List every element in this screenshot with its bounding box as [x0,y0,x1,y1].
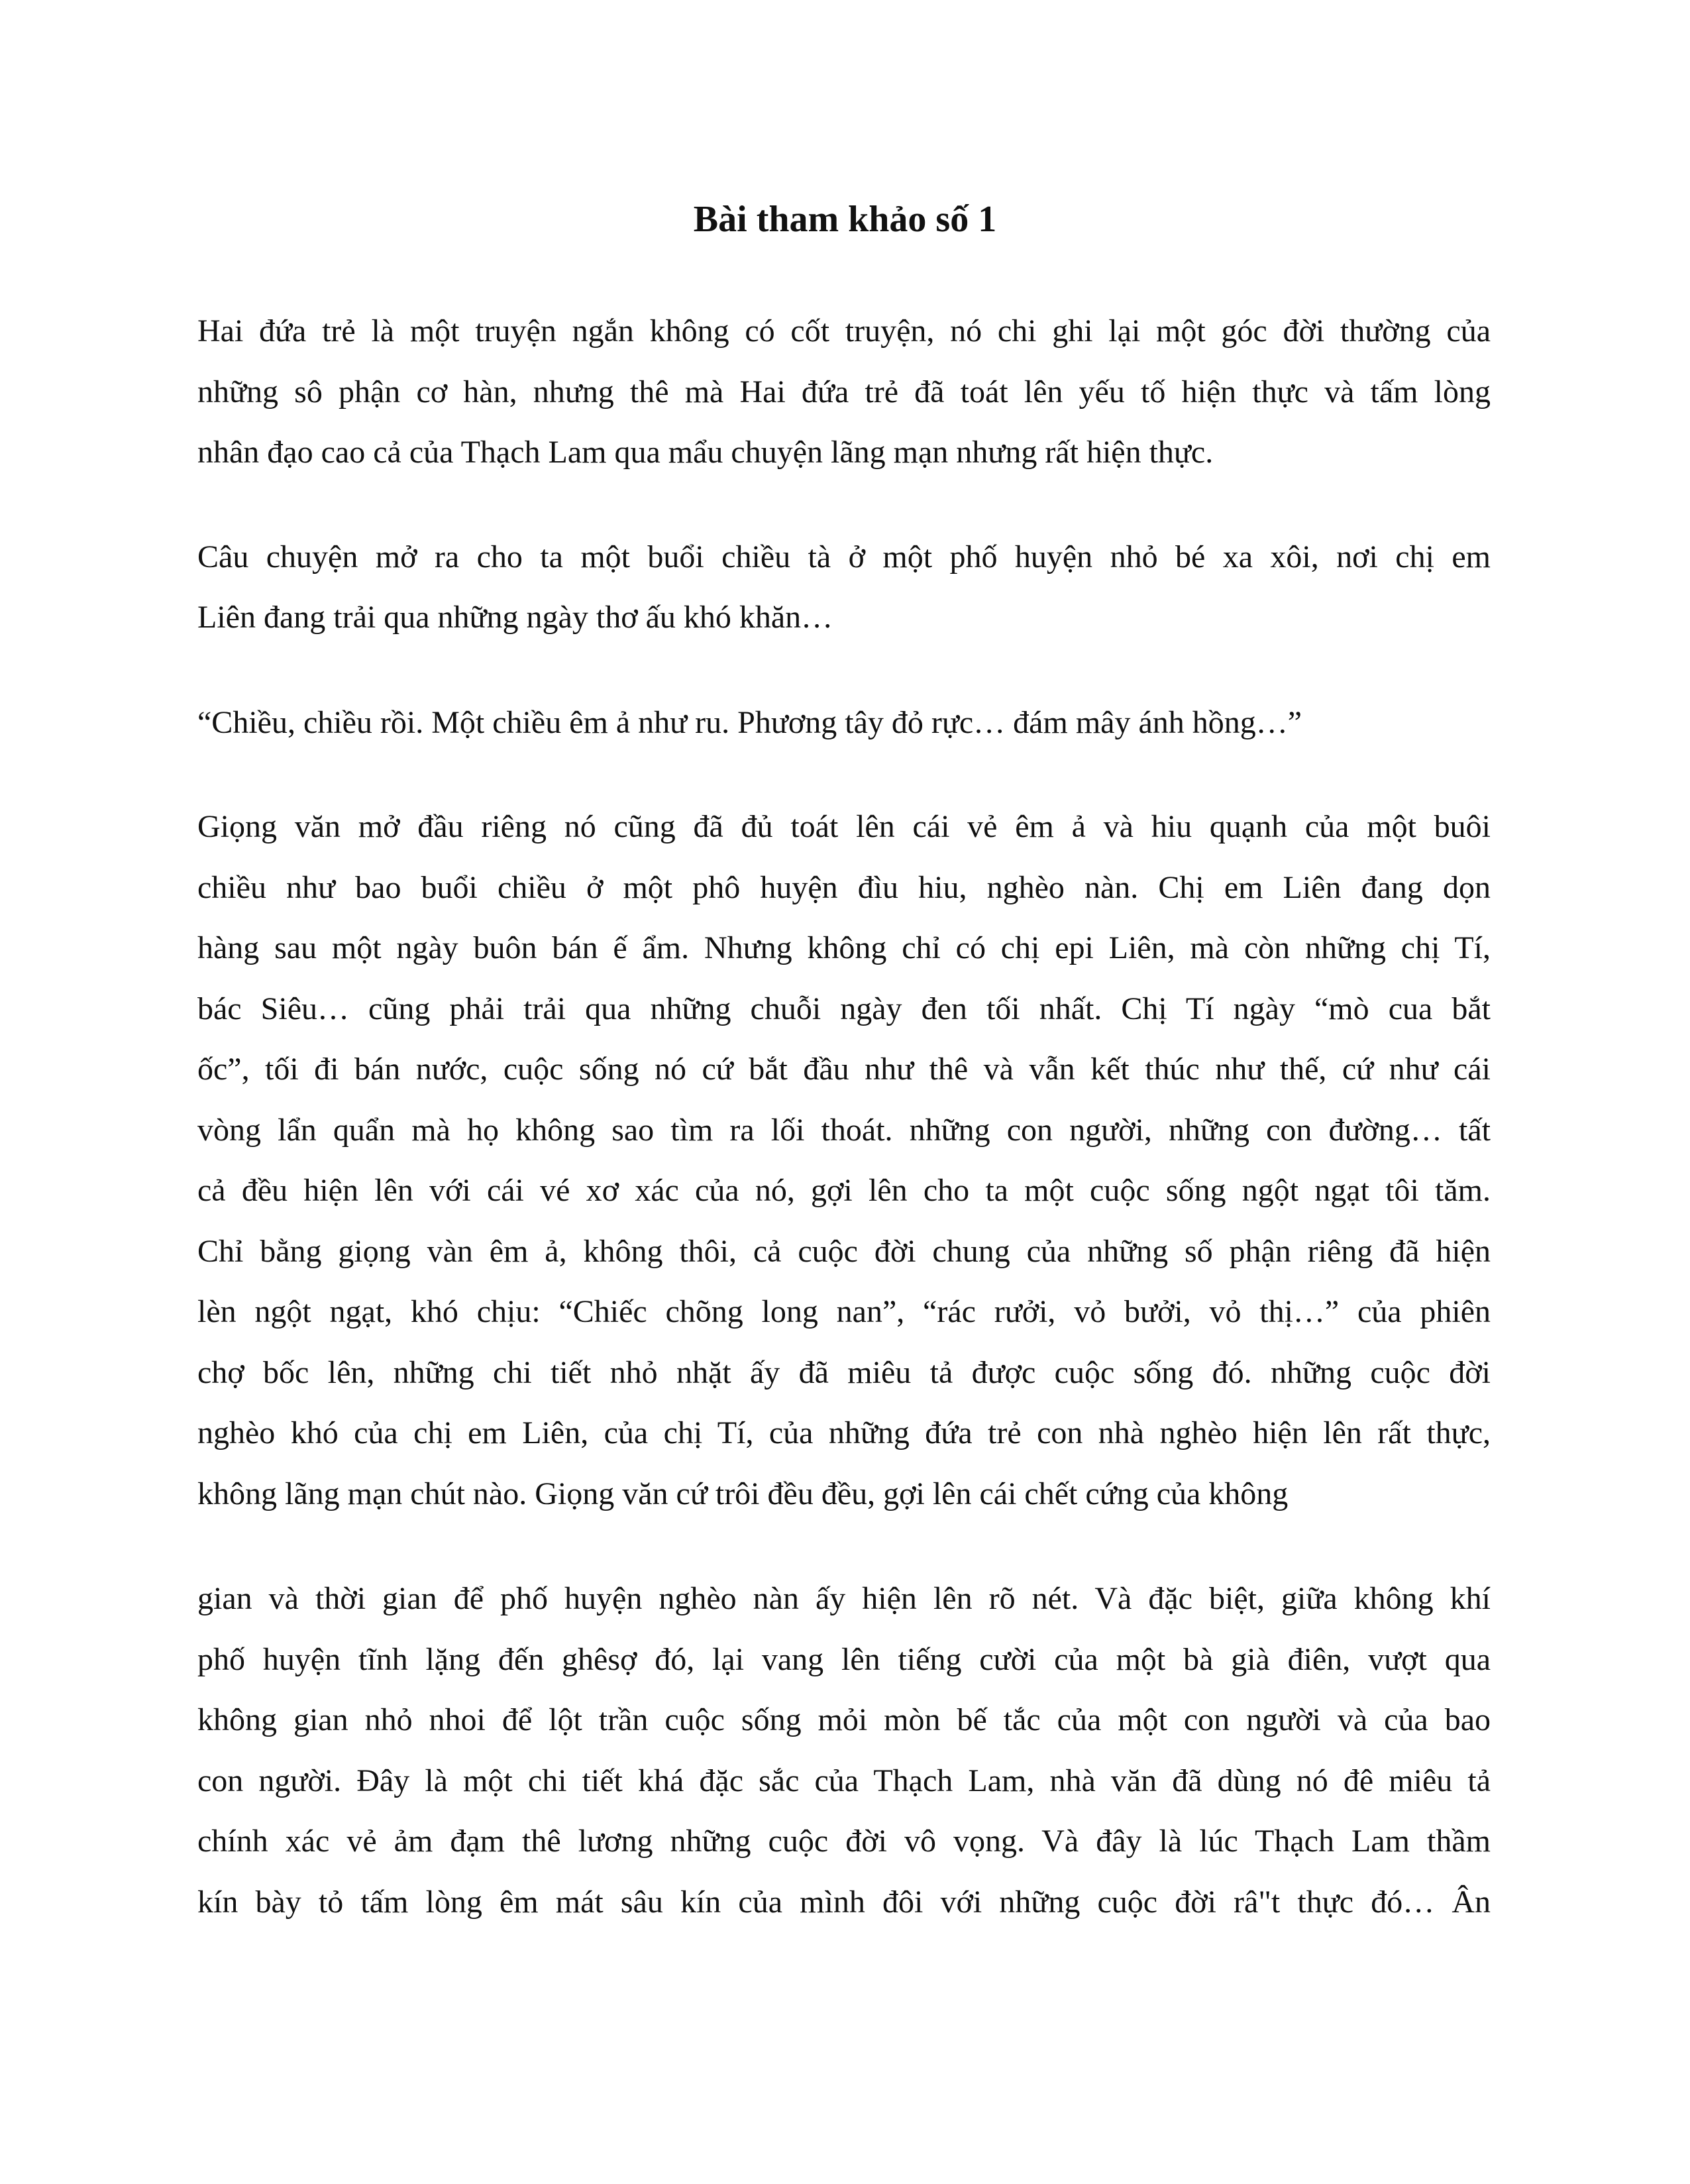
paragraph-4-line-3: hàng sau một ngày buôn bán ế ẩm. Nhưng không chỉ có chị epi Liên, mà còn những chị Tí, [197,930,1491,965]
paragraph-5-line-2: phố huyện tĩnh lặng đến ghêsợ đó, lại vang lên tiếng cười của một bà già điên, vượt qua [197,1642,1491,1677]
paragraph-1-line-2: những sô phận cơ hàn, nhưng thê mà Hai đứa trẻ đã toát lên yếu tố hiện thực và tấm lòng [197,374,1491,410]
paragraph-5-line-1: gian và thời gian để phố huyện nghèo nàn ấy hiện lên rõ nét. Và đặc biệt, giữa không khí [197,1581,1491,1616]
paragraph-2-line-2: Liên đang trải qua những ngày thơ ấu khó khăn… [197,600,833,635]
paragraph-5-line-5: chính xác vẻ ảm đạm thê lương những cuộc đời vô vọng. Và đây là lúc Thạch Lam thầm [197,1824,1491,1859]
paragraph-3-line-1: “Chiều, chiều rồi. Một chiều êm ả như ru. Phương tây đỏ rực… đám mây ánh hồng…” [197,705,1302,740]
paragraph-4-line-12: không lãng mạn chút nào. Giọng văn cứ trôi đều đều, gợi lên cái chết cứng của không [197,1476,1289,1511]
paragraph-5-line-4: con người. Đây là một chi tiết khá đặc sắc của Thạch Lam, nhà văn đã dùng nó đê miêu tả [197,1763,1491,1798]
paragraph-5-line-3: không gian nhỏ nhoi để lột trần cuộc sống mỏi mòn bế tắc của một con người và của bao [197,1702,1491,1737]
paragraph-4-line-2: chiều như bao buổi chiều ở một phô huyện đìu hiu, nghèo nàn. Chị em Liên đang dọn [197,870,1491,905]
paragraph-1-line-1: Hai đứa trẻ là một truyện ngắn không có cốt truyện, nó chi ghi lại một góc đời thường của [197,313,1491,349]
paragraph-4-line-7: cả đều hiện lên với cái vé xơ xác của nó, gợi lên cho ta một cuộc sống ngột ngạt tôi tăm. [197,1173,1491,1208]
paragraph-1-line-3: nhân đạo cao cả của Thạch Lam qua mẩu chuyện lãng mạn nhưng rất hiện thực. [197,435,1214,470]
paragraph-5-line-6: kín bày tỏ tấm lòng êm mát sâu kín của mình đôi với những cuộc đời râ"t thực đó… Ân [197,1884,1491,1920]
paragraph-4-line-8: Chỉ bằng giọng vàn êm ả, không thôi, cả cuộc đời chung của những số phận riêng đã hiện [197,1234,1491,1269]
paragraph-2-line-1: Câu chuyện mở ra cho ta một buổi chiều tà ở một phố huyện nhỏ bé xa xôi, nơi chị em [197,539,1491,574]
paragraph-4-line-11: nghèo khó của chị em Liên, của chị Tí, của những đứa trẻ con nhà nghèo hiện lên rất thực, [197,1415,1491,1450]
paragraph-4-line-9: lèn ngột ngạt, khó chịu: “Chiếc chõng long nan”, “rác rưởi, vỏ bưởi, vỏ thị…” của phiên [197,1294,1491,1329]
paragraph-4-line-6: vòng lẩn quẩn mà họ không sao tìm ra lối thoát. những con người, những con đường… tất [197,1113,1491,1148]
document-title: Bài tham khảo số 1 [693,199,997,240]
paragraph-4-line-1: Giọng văn mở đầu riêng nó cũng đã đủ toát lên cái vẻ êm ả và hiu quạnh của một buôi [197,809,1491,844]
paragraph-4-line-4: bác Siêu… cũng phải trải qua những chuỗi ngày đen tối nhất. Chị Tí ngày “mò cua bắt [197,991,1491,1026]
paragraph-4-line-10: chợ bốc lên, những chi tiết nhỏ nhặt ấy đã miêu tả được cuộc sống đó. những cuộc đời [197,1355,1491,1390]
paragraph-4-line-5: ốc”, tối đi bán nước, cuộc sống nó cứ bắt đầu như thê và vẫn kết thúc như thế, cứ như cái [197,1052,1491,1087]
